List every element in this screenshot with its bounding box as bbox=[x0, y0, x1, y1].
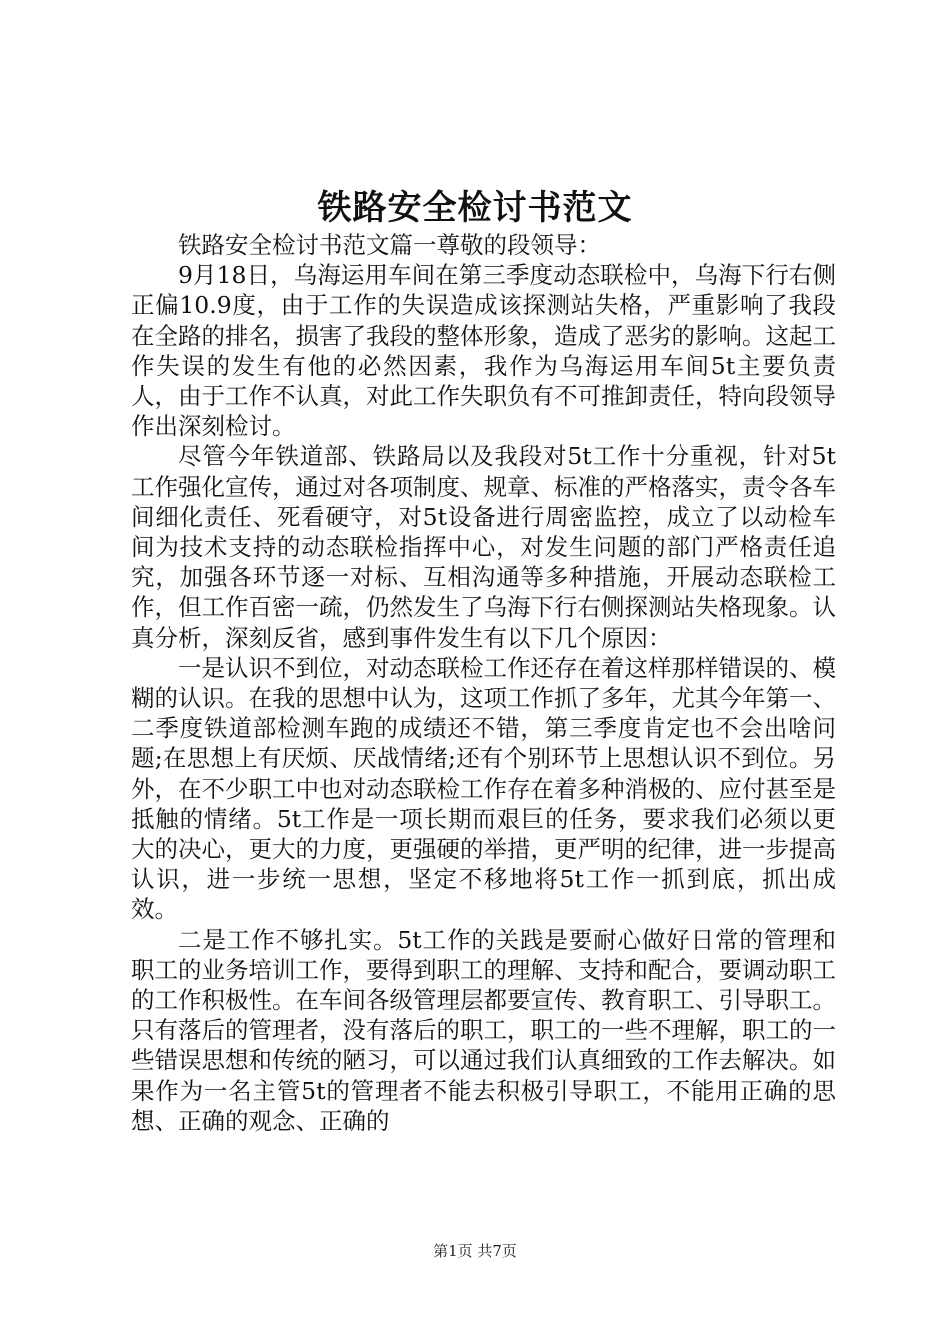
paragraph-reason-two: 二是工作不够扎实。5t工作的关践是要耐心做好日常的管理和职工的业务培训工作，要得到职工的理解、支持和配合，要调动职工的工作积极性。在车间各级管理层都要宣传、教育职工、引导职工。只有落后的管理者，没有落后的职工，职工的一些不理解，职工的一些错误思想和传统的陋习，可以通过我们认真细致的工作去解决。如果作为一名主管5t的管理者不能去积极引导职工，不能用正确的思想、正确的观念、正确的 bbox=[131, 925, 836, 1135]
document-title: 铁路安全检讨书范文 bbox=[317, 188, 633, 228]
paragraph-reason-one: 一是认识不到位，对动态联检工作还存在着这样那样错误的、模糊的认识。在我的思想中认为，这项工作抓了多年，尤其今年第一、二季度铁道部检测车跑的成绩还不错，第三季度肯定也不会出啥问题;在思想上有厌烦、厌战情绪;还有个别环节上思想认识不到位。另外，在不少职工中也对动态联检工作存在着多种消极的、应付甚至是抵触的情绪。5t工作是一项长期而艰巨的任务，要求我们必须以更大的决心，更大的力度，更强硬的举措，更严明的纪律，进一步提高认识，进一步统一思想，坚定不移地将5t工作一抓到底，抓出成效。 bbox=[131, 653, 836, 924]
paragraph-incident: 9月18日，乌海运用车间在第三季度动态联检中，乌海下行右侧正偏10.9度，由于工作的失误造成该探测站失格，严重影响了我段在全路的排名，损害了我段的整体形象，造成了恶劣的影响。这起工作失误的发生有他的必然因素，我作为乌海运用车间5t主要负责人，由于工作不认真，对此工作失职负有不可推卸责任，特向段领导作出深刻检讨。 bbox=[131, 261, 836, 441]
paragraph-salutation: 铁路安全检讨书范文篇一尊敬的段领导： bbox=[178, 231, 601, 259]
page-footer: 第1页 共7页 bbox=[433, 1242, 517, 1260]
document-body bbox=[131, 230, 836, 1136]
paragraph-background: 尽管今年铁道部、铁路局以及我段对5t工作十分重视，针对5t工作强化宣传，通过对各项制度、规章、标准的严格落实，责令各车间细化责任、死看硬守，对5t设备进行周密监控，成立了以动检车间为技术支持的动态联检指挥中心，对发生问题的部门严格责任追究，加强各环节逐一对标、互相沟通等多种措施，开展动态联检工作，但工作百密一疏，仍然发生了乌海下行右侧探测站失格现象。认真分析，深刻反省，感到事件发生有以下几个原因： bbox=[131, 442, 836, 652]
